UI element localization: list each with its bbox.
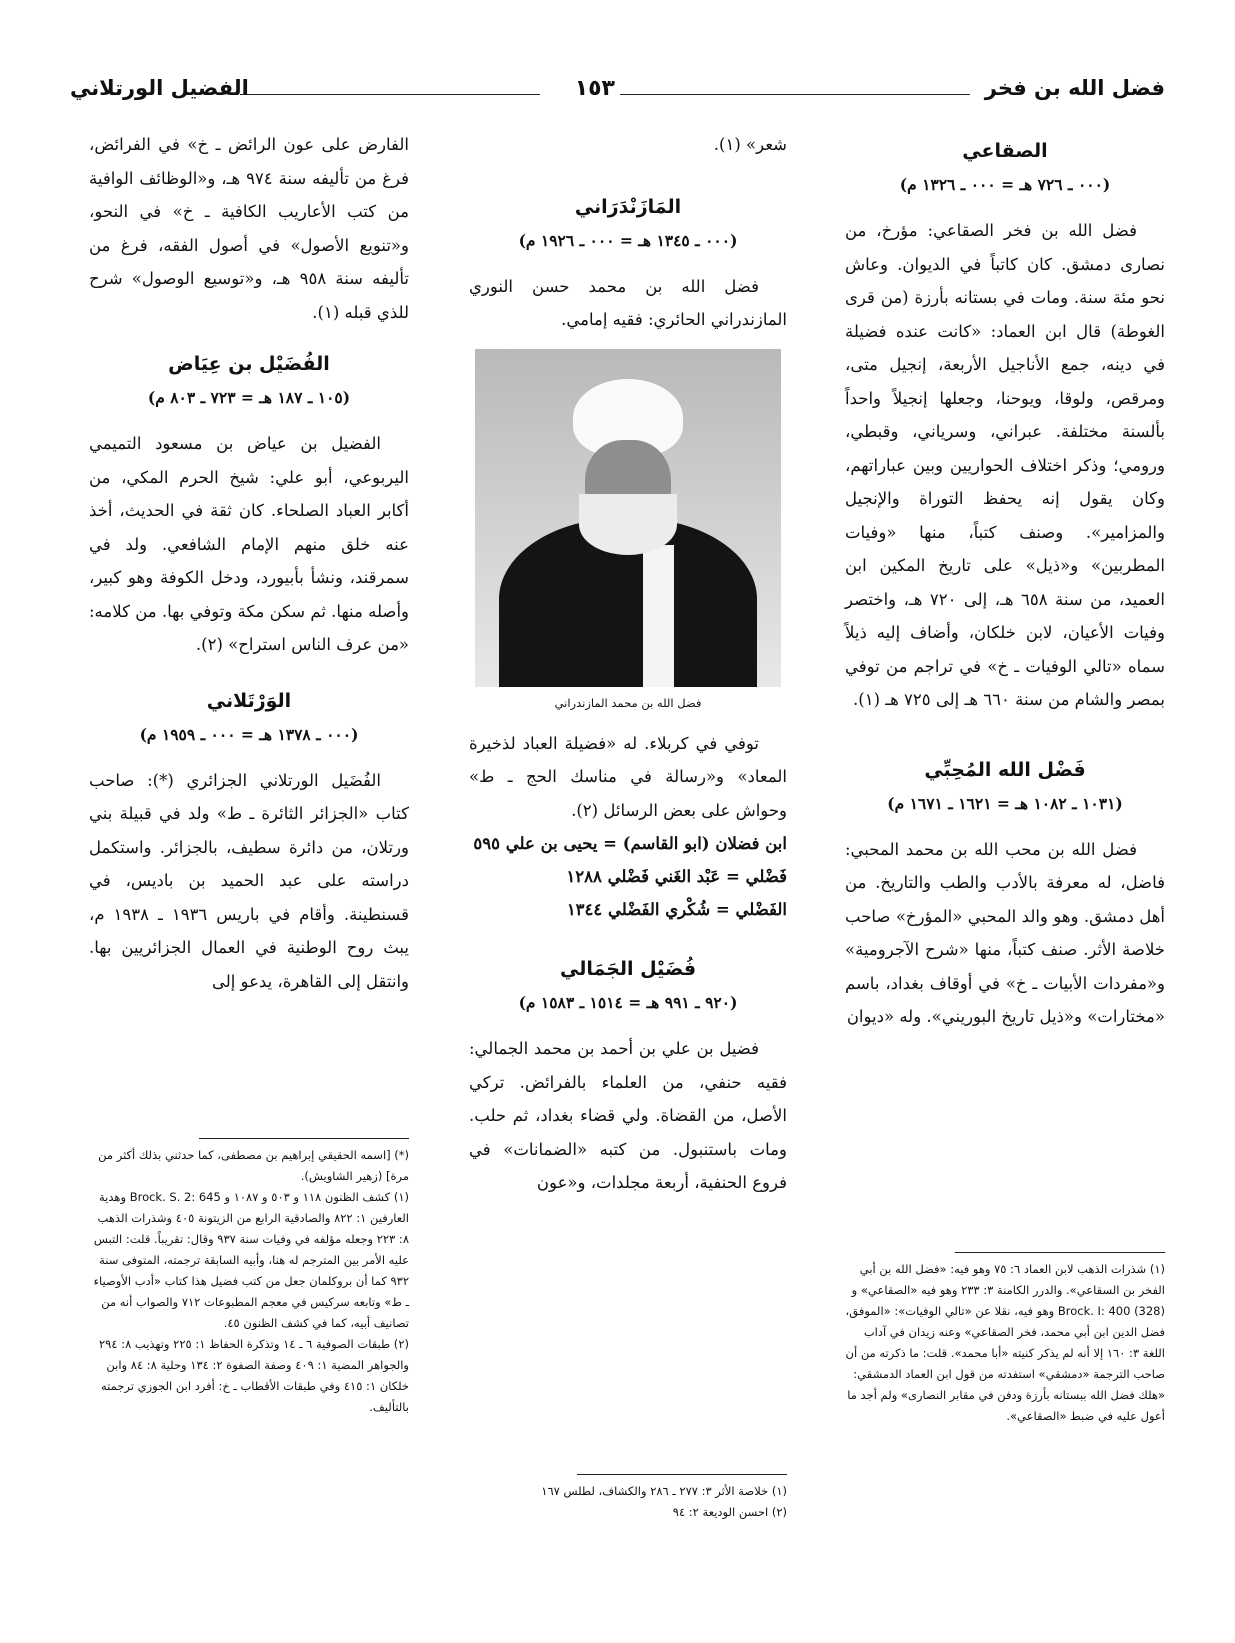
footnotes-middle bbox=[469, 1474, 787, 1523]
column-middle bbox=[469, 128, 787, 1200]
cross-reference: الفَضْلي = شُكْري الفَضْلي ١٣٤٤ bbox=[566, 900, 787, 919]
entry-title: فَضْل الله المُحِبِّي bbox=[924, 758, 1086, 781]
footnote: (٢) احسن الوديعة ٢: ٩٤ bbox=[672, 1505, 787, 1519]
entry-title: الفُضَيْل بن عِيَاض bbox=[168, 353, 330, 375]
entry-dates: (١٠٥ ـ ١٨٧ هـ = ٧٢٣ ـ ٨٠٣ م) bbox=[147, 388, 351, 407]
footnote: (١) شذرات الذهب لابن العماد ٦: ٧٥ وهو فيه: «فضل الله بن أبي الفخر بن السقاعي». والدرر الكامنة ٣: ٢٣٣ وهو فيه «الصقاعي» و Brock. I: 400 (328) وهو فيه، نقلا عن «تالي الوفيات»: «الموفق، فضل الدين ابن أبي محمد، فخر الصقاعي» وعنه زيدان في آداب اللغة ٣: ١٦٠ إلا أنه لم يذكر كنيته «أبا محمد». قلت: ما ذكرته من أن صاحب الترجمة «دمشقي» استفدته من قول ابن العماد الدمشقي: «هلك فضل الله ببستانه بأرزة ودفن في مقابر النصارى» ولم أجد ما أعول عليه في ضبط «الصقاعي». bbox=[845, 1262, 1165, 1423]
entry-title: الوَرْتَلاني bbox=[206, 689, 292, 712]
portrait-photo bbox=[475, 349, 781, 687]
continued-text: الفارض على عون الرائض ـ خ» في الفرائض، فرغ من تأليفه سنة ٩٧٤ هـ، و«الوظائف الوافية من كتب الأعاريب الكافية ـ خ» في النحو، و«تنويع الأصول» في أصول الفقه، فرغ من تأليفه سنة ٩٥٨ هـ، و«توسيع الوصول» شرح للذي قبله (١). bbox=[89, 135, 410, 322]
footnote: (١) خلاصة الأثر ٣: ٢٧٧ ـ ٢٨٦ والكشاف، لطلس ١٦٧ bbox=[541, 1484, 787, 1498]
entry-dates: (٠٠٠ ـ ١٣٤٥ هـ = ٠٠٠ ـ ١٩٢٦ م) bbox=[518, 230, 738, 250]
entry-text: فضل الله بن محب الله بن محمد المحبي: فاضل، له معرفة بالأدب والطب والتاريخ. من أهل دمشق. وهو والد المحبي «المؤرخ» صاحب خلاصة الأثر. صنف كتباً، منها «شرح الآجرومية» و«مفردات الأبيات ـ خ» في أوقاف بغداد، باسم «مختارات» و«ذيل تاريخ البوريني». وله «ديوان bbox=[845, 839, 1165, 1026]
header-left-title: الفضيل الورتلاني bbox=[70, 76, 249, 100]
entry-text: توفي في كربلاء. له «فضيلة العباد لذخيرة المعاد» و«رسالة في مناسك الحج ـ ط» وحواش على بعض الرسائل (٢). bbox=[469, 733, 787, 820]
column-right bbox=[845, 128, 1165, 1034]
entry-title: المَازَنْدَرَاني bbox=[574, 195, 682, 218]
footnotes-left bbox=[89, 1138, 409, 1418]
footnote: (*) [اسمه الحقيقي إبراهيم بن مصطفى، كما حدثني بذلك أكثر من مرة] (زهير الشاويش). bbox=[98, 1148, 409, 1183]
entry-text: فضيل بن علي بن أحمد بن محمد الجمالي: فقيه حنفي، من العلماء بالفرائض. تركي الأصل، من القضاة. ولي قضاء بغداد، ثم حلب. ومات باستنبول. من كتبه «الضمانات» في فروع الحنفية، أربعة مجلدات، و«عون bbox=[469, 1039, 787, 1192]
footnotes-right bbox=[845, 1252, 1165, 1427]
entry-dates: (٩٢٠ ـ ٩٩١ هـ = ١٥١٤ ـ ١٥٨٣ م) bbox=[518, 993, 738, 1012]
header-rule-right bbox=[620, 94, 970, 95]
entry-dates: (١٠٣١ ـ ١٠٨٢ هـ = ١٦٢١ ـ ١٦٧١ م) bbox=[887, 793, 1123, 813]
entry-title: فُضَيْل الجَمَالي bbox=[559, 958, 697, 980]
page-header bbox=[70, 76, 1165, 116]
entry-title: الصقاعي bbox=[962, 140, 1048, 162]
header-right-title: فضل الله بن فخر bbox=[984, 76, 1165, 100]
entry-text: فضل الله بن محمد حسن النوري المازندراني الحائري: فقيه إمامي. bbox=[469, 276, 787, 329]
column-left bbox=[89, 128, 409, 998]
entry-text: فضل الله بن فخر الصقاعي: مؤرخ، من نصارى دمشق. كان كاتباً في الديوان. وعاش نحو مئة سنة. ومات في بستانه بأرزة (من قرى الغوطة) قال ابن العماد: «كانت عنده فضيلة في دينه، جمع الأناجيل الأربعة، إنجيل متى، ومرقص، ولوقا، ويوحنا، وجعلها إنجيلاً واحداً بألسنة مختلفة. عبراني، وسرياني، وقبطي، ورومي؛ وذكر اختلاف الحواريين وبين عباراتهم، وكان يقول إنه يحفظ التوراة والإنجيل والمزامير». وصنف كتباً، منها «وفيات المطربين» و«ذيل» على تاريخ المكين ابن العميد، من سنة ٦٥٨ هـ، إلى ٧٢٠ هـ، واختصر وفيات الأعيان، لابن خلكان، وأضاف إليه ذيلاً سماه «تالي الوفيات ـ خ» في تراجم من توفي بمصر والشام من سنة ٦٦٠ هـ إلى ٧٢٥ هـ (١). bbox=[845, 221, 1166, 709]
footnote: (٢) طبقات الصوفية ٦ ـ ١٤ وتذكرة الحفاظ ١: ٢٢٥ وتهذيب ٨: ٢٩٤ والجواهر المضية ١: ٤٠٩ وصفة الصفوة ٢: ١٣٤ وحلية ٨: ٨٤ وابن خلكان ١: ٤١٥ وفي طبقات الأقطاب ـ خ: أفرد ابن الجوزي ترجمته بالتأليف. bbox=[99, 1337, 409, 1414]
continued-text: شعر» (١). bbox=[713, 135, 787, 154]
entry-dates: (٠٠٠ ـ ٧٢٦ هـ = ٠٠٠ ـ ١٣٢٦ م) bbox=[899, 175, 1111, 194]
photo-caption: فضل الله بن محمد المازندراني bbox=[554, 695, 702, 710]
page-number: ١٥٣ bbox=[574, 76, 615, 101]
footnote-rule bbox=[199, 1138, 409, 1139]
footnote-rule bbox=[577, 1474, 787, 1475]
cross-reference: ابن فضلان (ابو القاسم) = يحيى بن علي ٥٩٥ bbox=[473, 834, 787, 853]
footnote: (١) كشف الظنون ١١٨ و ٥٠٣ و ١٠٨٧ و Brock. S. 2: 645 وهدية العارفين ١: ٨٢٢ والصادقية الرابع من الزيتونة ٤٠٥ وشذرات الذهب ٨: ٢٢٣ وجعله مؤلفه في وفيات سنة ٩٣٧ وقال: تقريباً. قلت: التبس عليه الأمر بين المترجم له هنا، وأبيه السابقة ترجمته، المتوفى سنة ٩٣٢ كما أن بروكلمان جعل من كتب فضيل هذا كتاب «أدب الأوصياء ـ ط» وتابعه سركيس في معجم المطبوعات ٧١٢ والصواب أنه من تصانيف أبيه، كما في كشف الظنون ٤٥. bbox=[93, 1190, 409, 1330]
entry-dates: (٠٠٠ ـ ١٣٧٨ هـ = ٠٠٠ ـ ١٩٥٩ م) bbox=[139, 724, 359, 744]
header-rule-left bbox=[240, 94, 540, 95]
cross-reference: فَضْلي = عَبْد الغَني فَضْلي ١٢٨٨ bbox=[566, 867, 787, 886]
entry-text: الفضيل بن عياض بن مسعود التميمي اليربوعي، أبو علي: شيخ الحرم المكي، من أكابر العباد الصلحاء. كان ثقة في الحديث، أخذ عنه خلق منهم الإمام الشافعي. ولد في سمرقند، ونشأ بأبيورد، ودخل الكوفة وهو كبير، وأصله منها. ثم سكن مكة وتوفي بها. من كلامه: «من عرف الناس استراح» (٢). bbox=[89, 434, 409, 654]
footnote-rule bbox=[955, 1252, 1165, 1253]
entry-text: الفُضَيل الورتلاني الجزائري (*): صاحب كتاب «الجزائر الثائرة ـ ط» ولد في قبيلة بني ورتلان، من دائرة سطيف، بالجزائر. واستكمل دراسته على عبد الحميد بن باديس، في قسنطينة. وأقام في باريس ١٩٣٦ ـ ١٩٣٨ م، يبث روح الوطنية في العمال الجزائريين بها. وانتقل إلى القاهرة، يدعو إلى bbox=[89, 770, 409, 991]
